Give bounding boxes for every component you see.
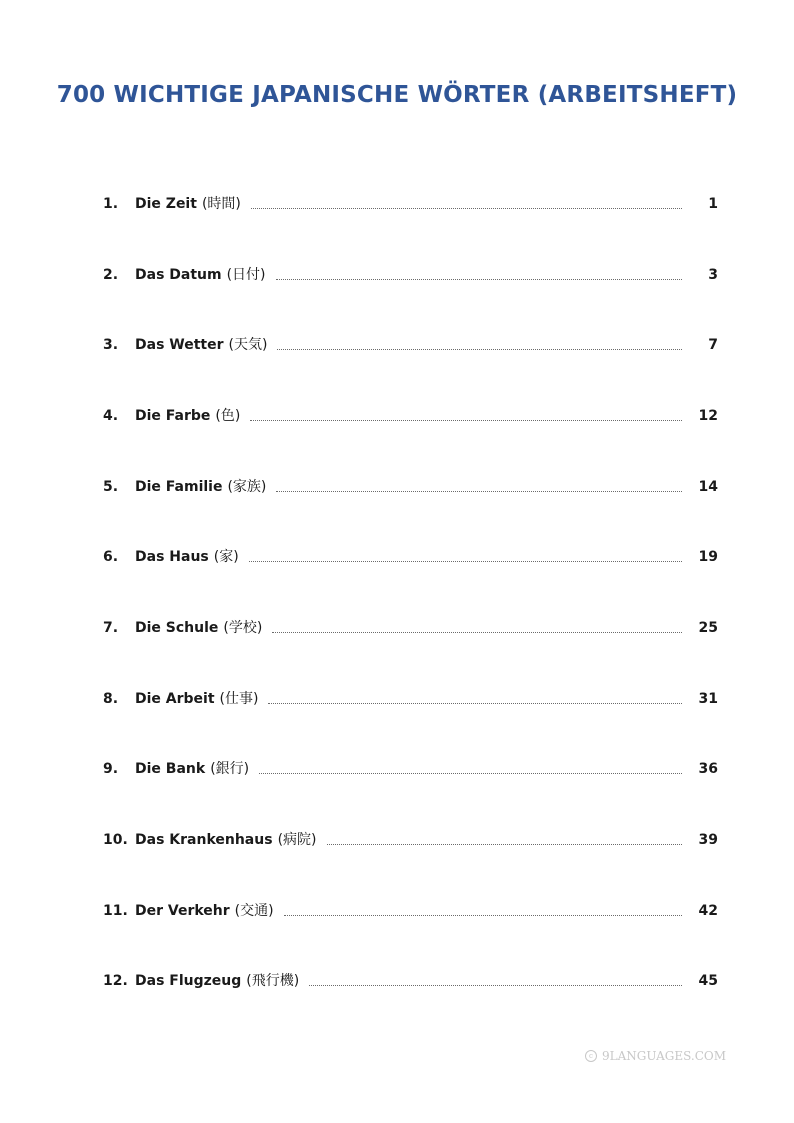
- toc-japanese: (飛行機): [246, 973, 300, 989]
- toc-entry[interactable]: [103, 689, 718, 709]
- toc-term: Die Bank: [135, 761, 206, 777]
- toc-term: Das Krankenhaus: [135, 832, 273, 848]
- toc-number: 7.: [103, 620, 119, 636]
- toc-entry[interactable]: [103, 901, 718, 921]
- toc-page-number: 31: [698, 691, 718, 707]
- dot-leader: [251, 208, 682, 209]
- toc-number: 6.: [103, 549, 119, 565]
- toc-entry[interactable]: [103, 406, 718, 426]
- toc-japanese: (学校): [223, 620, 263, 636]
- toc-number: 2.: [103, 267, 119, 283]
- toc-number: 3.: [103, 337, 119, 353]
- toc-entry[interactable]: [103, 547, 718, 567]
- toc-entry[interactable]: [103, 265, 718, 285]
- dot-leader: [276, 279, 682, 280]
- toc-number: 11.: [103, 903, 128, 919]
- toc-number: 12.: [103, 973, 128, 989]
- toc-japanese: (家族): [227, 479, 267, 495]
- toc-entry[interactable]: [103, 618, 718, 638]
- dot-leader: [272, 632, 682, 633]
- toc-entry[interactable]: [103, 830, 718, 850]
- toc-page-number: 19: [698, 549, 718, 565]
- toc-japanese: (銀行): [210, 761, 250, 777]
- toc-page-number: 7: [708, 337, 718, 353]
- toc-term: Der Verkehr: [135, 903, 230, 919]
- toc-japanese: (日付): [226, 267, 266, 283]
- toc-number: 4.: [103, 408, 119, 424]
- toc-number: 10.: [103, 832, 128, 848]
- page-title: 700 WICHTIGE JAPANISCHE WÖRTER (ARBEITSHEFT): [56, 82, 738, 108]
- toc-japanese: (仕事): [219, 691, 259, 707]
- toc-term: Die Farbe: [135, 408, 211, 424]
- toc-page-number: 25: [698, 620, 718, 636]
- toc-number: 8.: [103, 691, 119, 707]
- toc-japanese: (時間): [201, 196, 241, 212]
- toc-page-number: 14: [698, 479, 718, 495]
- dot-leader: [277, 349, 682, 350]
- toc-page-number: 42: [698, 903, 718, 919]
- toc-number: 1.: [103, 196, 119, 212]
- toc-term: Das Datum: [135, 267, 222, 283]
- toc-number: 9.: [103, 761, 119, 777]
- toc-term: Das Wetter: [135, 337, 224, 353]
- toc-page-number: 36: [698, 761, 718, 777]
- toc-japanese: (病院): [277, 832, 317, 848]
- toc-entry[interactable]: [103, 759, 718, 779]
- toc-entry[interactable]: [103, 335, 718, 355]
- toc-term: Das Haus: [135, 549, 209, 565]
- toc-term: Die Zeit: [135, 196, 197, 212]
- watermark-text: 9LANGUAGES.COM: [602, 1049, 727, 1063]
- toc-entry[interactable]: [103, 971, 718, 991]
- toc-term: Die Arbeit: [135, 691, 215, 707]
- copyright-icon: c: [585, 1050, 597, 1062]
- dot-leader: [276, 491, 682, 492]
- toc-japanese: (交通): [234, 903, 274, 919]
- dot-leader: [268, 703, 682, 704]
- toc-term: Die Familie: [135, 479, 223, 495]
- dot-leader: [259, 773, 682, 774]
- toc-number: 5.: [103, 479, 119, 495]
- dot-leader: [249, 561, 682, 562]
- toc-page-number: 12: [698, 408, 718, 424]
- dot-leader: [284, 915, 682, 916]
- toc-page-number: 45: [698, 973, 718, 989]
- toc-page-number: 3: [708, 267, 718, 283]
- dot-leader: [327, 844, 683, 845]
- toc-page-number: 1: [708, 196, 718, 212]
- toc-japanese: (家): [213, 549, 239, 565]
- toc-entry[interactable]: [103, 477, 718, 497]
- dot-leader: [309, 985, 682, 986]
- toc-japanese: (色): [215, 408, 241, 424]
- dot-leader: [250, 420, 682, 421]
- toc-japanese: (天気): [228, 337, 268, 353]
- toc-term: Das Flugzeug: [135, 973, 242, 989]
- toc-page-number: 39: [698, 832, 718, 848]
- toc-term: Die Schule: [135, 620, 219, 636]
- watermark: [585, 1049, 726, 1063]
- toc-entry[interactable]: [103, 194, 718, 214]
